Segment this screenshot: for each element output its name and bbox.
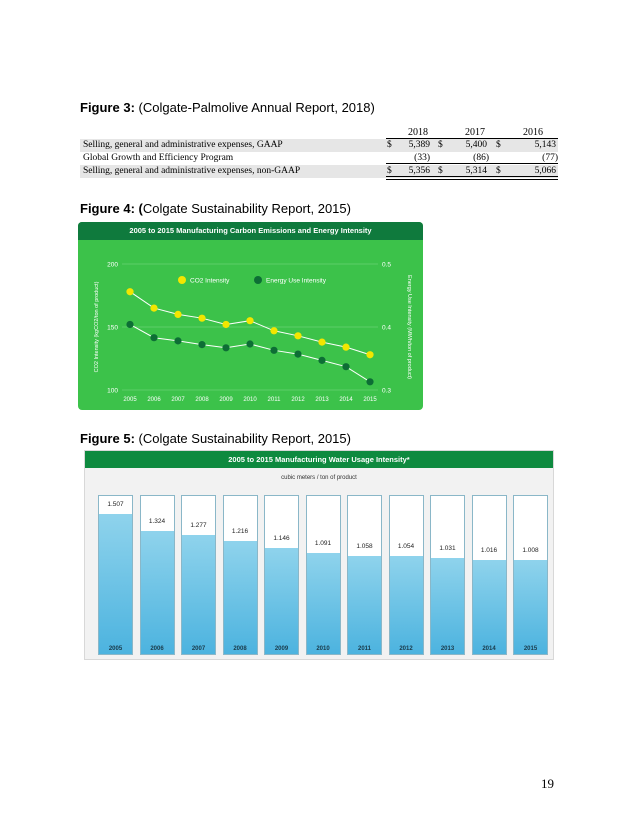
water-fill-bar bbox=[473, 560, 506, 654]
co2-data-point bbox=[198, 315, 205, 322]
y-axis-title-left: CO2 Intensity (kgCO2/ton of product) bbox=[94, 281, 100, 373]
value-label: 1.058 bbox=[356, 542, 373, 550]
x-tick-label: 2009 bbox=[219, 397, 233, 403]
subtotal-rule bbox=[386, 163, 558, 164]
value-label: 1.031 bbox=[439, 545, 456, 553]
dollar-sign: $ bbox=[496, 166, 501, 176]
y-axis-title-right: Energy Use Intensity (MWh/ton of product) bbox=[406, 275, 412, 379]
x-tick-label: 2006 bbox=[147, 397, 161, 403]
co2-data-point bbox=[222, 321, 229, 328]
water-fill-bar bbox=[141, 531, 174, 654]
year-label: 2012 bbox=[399, 646, 413, 652]
legend-label-co2: CO2 Intensity bbox=[190, 277, 230, 285]
x-tick-label: 2011 bbox=[267, 397, 281, 403]
energy-data-point bbox=[222, 344, 229, 351]
water-fill-bar bbox=[431, 558, 464, 654]
value-label: 1.091 bbox=[314, 539, 332, 547]
water-column bbox=[223, 495, 258, 655]
table-header-row bbox=[80, 127, 558, 139]
row-label: Selling, general and administrative expenses, GAAP bbox=[83, 140, 283, 150]
table-cell: (77) bbox=[542, 153, 558, 163]
year-label: 2007 bbox=[191, 646, 206, 652]
water-fill-bar bbox=[265, 548, 298, 655]
year-label: 2013 bbox=[440, 646, 455, 652]
year-label: 2014 bbox=[482, 646, 496, 652]
energy-series-line bbox=[130, 324, 370, 381]
legend-marker-co2 bbox=[178, 276, 186, 284]
y-tick-right: 0.5 bbox=[382, 261, 392, 269]
table-row bbox=[80, 139, 558, 152]
page-number: 19 bbox=[541, 776, 554, 791]
table-cell: 5,314 bbox=[465, 166, 487, 176]
value-label: 1.277 bbox=[190, 522, 207, 530]
legend-marker-energy bbox=[254, 276, 262, 284]
water-column bbox=[472, 495, 507, 655]
y-tick-left: 150 bbox=[107, 324, 118, 332]
energy-data-point bbox=[318, 357, 325, 364]
co2-data-point bbox=[294, 332, 301, 339]
energy-data-point bbox=[270, 347, 277, 354]
figure3-caption bbox=[80, 100, 375, 115]
y-tick-right: 0.3 bbox=[382, 387, 392, 395]
x-tick-label: 2010 bbox=[243, 397, 257, 403]
row-label: Global Growth and Efficiency Program bbox=[83, 153, 234, 163]
energy-data-point bbox=[246, 340, 253, 347]
table-cell: 5,389 bbox=[408, 140, 430, 150]
water-fill-bar bbox=[182, 535, 215, 654]
x-tick-label: 2014 bbox=[339, 397, 353, 403]
co2-data-point bbox=[366, 351, 373, 358]
figure4-caption bbox=[80, 201, 351, 216]
value-label: 1.146 bbox=[273, 534, 290, 542]
x-tick-label: 2012 bbox=[291, 397, 305, 403]
value-label: 1.054 bbox=[397, 543, 415, 551]
water-column bbox=[98, 495, 133, 655]
co2-data-point bbox=[150, 305, 157, 312]
co2-data-point bbox=[270, 327, 277, 334]
line-chart-svg bbox=[78, 240, 423, 410]
water-fill-bar bbox=[514, 560, 547, 654]
y-tick-left: 200 bbox=[107, 261, 118, 269]
year-header: 2016 bbox=[523, 127, 543, 138]
year-header: 2017 bbox=[465, 127, 485, 138]
value-label: 1.216 bbox=[231, 527, 249, 535]
financial-table bbox=[80, 127, 558, 178]
total-rule bbox=[386, 176, 558, 177]
energy-data-point bbox=[174, 337, 181, 344]
water-fill-bar bbox=[390, 556, 423, 654]
chart-title: 2005 to 2015 Manufacturing Water Usage Intensity* bbox=[85, 451, 553, 468]
year-label: 2006 bbox=[150, 646, 164, 652]
energy-data-point bbox=[150, 334, 157, 341]
water-fill-bar bbox=[99, 514, 132, 654]
row-label: Selling, general and administrative expenses, non-GAAP bbox=[83, 166, 301, 176]
water-column bbox=[264, 495, 299, 655]
water-column bbox=[140, 495, 175, 655]
dollar-sign: $ bbox=[496, 140, 501, 150]
x-tick-label: 2007 bbox=[171, 397, 185, 403]
dollar-sign: $ bbox=[438, 166, 443, 176]
y-tick-left: 100 bbox=[107, 387, 118, 395]
co2-data-point bbox=[318, 339, 325, 346]
table-row bbox=[80, 152, 558, 165]
value-label: 1.008 bbox=[522, 547, 539, 555]
year-label: 2010 bbox=[316, 646, 330, 652]
table-cell: (33) bbox=[414, 153, 430, 163]
figure3-caption-label: Figure 3: bbox=[80, 100, 135, 115]
energy-data-point bbox=[366, 378, 373, 385]
x-tick-label: 2013 bbox=[315, 397, 329, 403]
water-usage-chart bbox=[84, 450, 554, 660]
x-tick-label: 2005 bbox=[123, 397, 137, 403]
figure3-caption-text: (Colgate-Palmolive Annual Report, 2018) bbox=[134, 100, 375, 115]
table-cell: 5,066 bbox=[534, 166, 556, 176]
figure4-caption-text: Colgate Sustainability Report, 2015) bbox=[142, 201, 351, 216]
dollar-sign: $ bbox=[438, 140, 443, 150]
x-tick-label: 2008 bbox=[195, 397, 209, 403]
water-fill-bar bbox=[307, 553, 340, 654]
figure5-caption-label: Figure 5: bbox=[80, 431, 135, 446]
table-cell: 5,356 bbox=[408, 166, 430, 176]
total-double-rule bbox=[386, 179, 558, 180]
value-label: 1.507 bbox=[107, 500, 124, 508]
table-cell: (86) bbox=[473, 153, 489, 163]
figure5-caption-text: (Colgate Sustainability Report, 2015) bbox=[134, 431, 351, 446]
co2-data-point bbox=[174, 311, 181, 318]
water-fill-bar bbox=[224, 541, 257, 654]
year-label: 2011 bbox=[357, 646, 372, 652]
y-tick-right: 0.4 bbox=[382, 324, 392, 332]
table-cell: 5,400 bbox=[465, 140, 487, 150]
year-header: 2018 bbox=[408, 127, 428, 138]
value-label: 1.324 bbox=[148, 517, 166, 525]
dollar-sign: $ bbox=[387, 140, 392, 150]
water-column bbox=[347, 495, 382, 655]
energy-data-point bbox=[126, 321, 133, 328]
water-column bbox=[513, 495, 548, 655]
water-column bbox=[181, 495, 216, 655]
figure4-caption-label: Figure 4: ( bbox=[80, 201, 143, 216]
dollar-sign: $ bbox=[387, 166, 392, 176]
energy-data-point bbox=[294, 350, 301, 357]
co2-data-point bbox=[342, 344, 349, 351]
energy-data-point bbox=[198, 341, 205, 348]
chart-title: 2005 to 2015 Manufacturing Carbon Emissions and Energy Intensity bbox=[78, 222, 423, 240]
table-cell: 5,143 bbox=[534, 140, 556, 150]
energy-data-point bbox=[342, 363, 349, 370]
water-column bbox=[389, 495, 424, 655]
year-label: 2015 bbox=[523, 646, 538, 652]
year-label: 2008 bbox=[233, 646, 247, 652]
legend-label-energy: Energy Use Intensity bbox=[266, 277, 326, 285]
co2-data-point bbox=[246, 317, 253, 324]
water-fill-bar bbox=[348, 556, 381, 654]
value-label: 1.016 bbox=[480, 546, 498, 554]
chart-subtitle: cubic meters / ton of product bbox=[281, 475, 357, 481]
figure5-caption bbox=[80, 431, 351, 446]
water-column bbox=[430, 495, 465, 655]
year-label: 2009 bbox=[274, 646, 289, 652]
year-label: 2005 bbox=[108, 646, 123, 652]
table-row bbox=[80, 165, 558, 178]
co2-data-point bbox=[126, 288, 133, 295]
carbon-energy-chart bbox=[78, 222, 423, 410]
x-tick-label: 2015 bbox=[363, 397, 377, 403]
water-column bbox=[306, 495, 341, 655]
